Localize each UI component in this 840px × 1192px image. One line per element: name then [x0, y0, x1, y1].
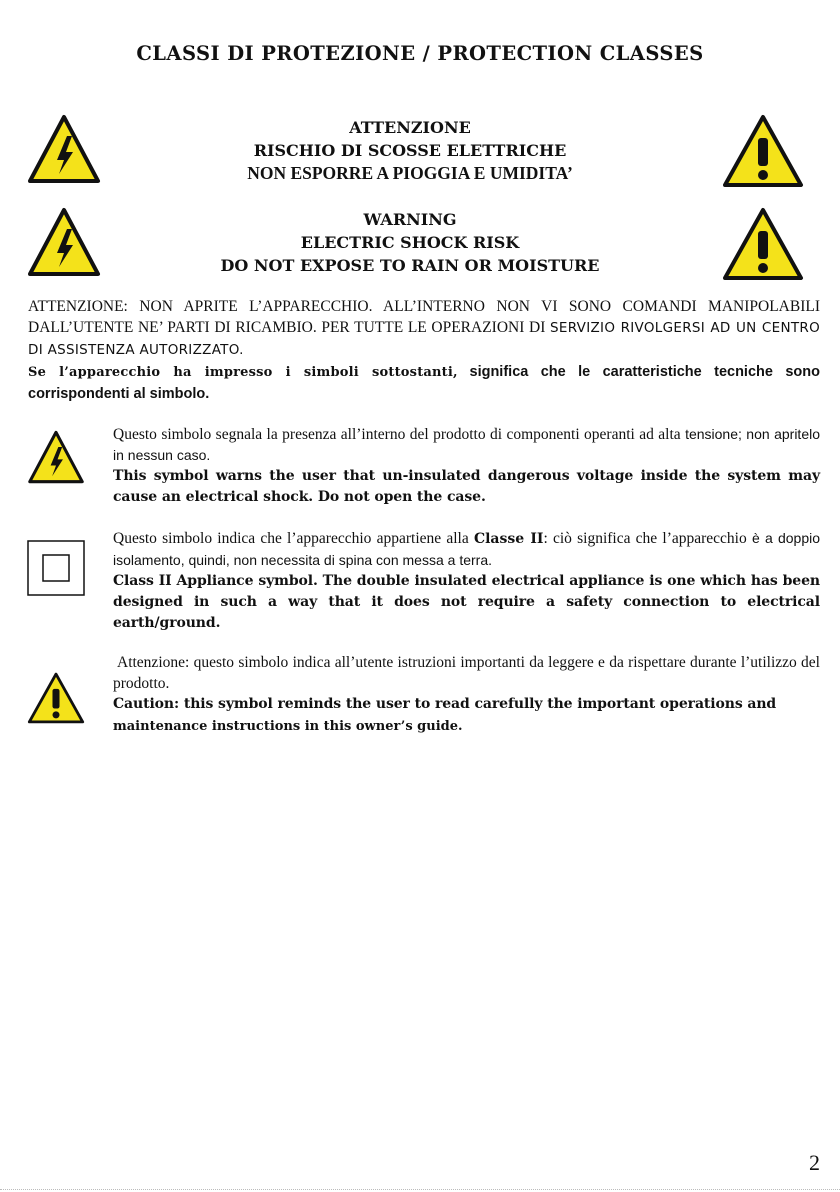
- notice-text-a: ATTENZIONE: NON APRITE L’APPARECCHIO. ALL’INTERNO NON VI SONO COMANDI MANIPOLABILI DALL’UTENTE NE’ PARTI DI RICAMBIO. PER TUTTE LE OPERAZIONI DI: [28, 298, 820, 336]
- footer-divider: [0, 1189, 840, 1190]
- caution-it: Attenzione: questo simbolo indica all’utente istruzioni importanti da leggere e da rispettare durante l’utilizzo del prodotto.: [113, 654, 820, 692]
- page-title: CLASSI DI PROTEZIONE / PROTECTION CLASSES: [136, 42, 704, 65]
- warning-it-line3: NON ESPORRE A PIOGGIA E UMIDITA’: [247, 163, 573, 183]
- warning-it-line2: RISCHIO DI SCOSSE ELETTRICHE: [253, 141, 567, 160]
- exclamation-warning-icon: [722, 207, 804, 281]
- caution-en-a: Caution: this symbol reminds the user to read carefully the important operations and: [113, 696, 777, 712]
- notice-intro: [28, 361, 820, 405]
- notice-intro-a: Se l’apparecchio ha impresso i simboli sottostanti,: [28, 365, 458, 380]
- voltage-symbol-description: [113, 424, 820, 508]
- warning-en-line1: WARNING: [363, 210, 457, 229]
- warning-en-line2: ELECTRIC SHOCK RISK: [300, 233, 520, 252]
- warning-en-block: [110, 208, 710, 277]
- class2-it-a: Questo simbolo indica che l’apparecchio appartiene alla: [113, 530, 469, 547]
- exclamation-warning-icon: [27, 672, 85, 724]
- class2-symbol-description: [113, 528, 820, 634]
- voltage-it-a: Questo simbolo segnala la presenza all’interno del prodotto di componenti operanti ad alta: [113, 426, 681, 443]
- caution-symbol-description: [113, 652, 820, 737]
- warning-it-line1: ATTENZIONE: [349, 118, 471, 137]
- electric-shock-warning-icon: [27, 114, 101, 184]
- notice-text-b: SERVIZIO RIVOLGERSI AD UN CENTRO DI ASSISTENZA AUTORIZZATO.: [28, 320, 820, 358]
- class2-it-b: : ciò significa che l’apparecchio: [543, 530, 747, 547]
- electric-shock-warning-icon: [27, 207, 101, 277]
- notice-paragraph: [28, 296, 820, 361]
- warning-it-block: [110, 116, 710, 185]
- voltage-it-b: tensione; non apritelo in nessun caso.: [113, 426, 820, 463]
- voltage-en: This symbol warns the user that un-insulated dangerous voltage inside the system may cause an electrical shock. Do not open the case.: [113, 468, 820, 505]
- class2-en: Class II Appliance symbol. The double insulated electrical appliance is one which has been designed in such a way that it does not require a safety connection to electrical earth/ground.: [113, 573, 820, 631]
- notice-intro-b: significa che le caratteristiche tecniche sono corrispondenti al simbolo.: [28, 364, 820, 402]
- caution-en-b: maintenance instructions in this owner’s guide.: [113, 719, 463, 734]
- electric-shock-warning-icon: [27, 430, 85, 484]
- warning-en-line3: DO NOT EXPOSE TO RAIN OR MOISTURE: [220, 256, 600, 275]
- exclamation-warning-icon: [722, 114, 804, 188]
- class2-it-c: è a doppio isolamento, quindi, non necessita di spina con messa a terra.: [113, 530, 821, 568]
- page-number: 2: [809, 1150, 820, 1175]
- double-square-class2-icon: [27, 540, 85, 596]
- class2-it-bold: Classe II: [473, 531, 544, 547]
